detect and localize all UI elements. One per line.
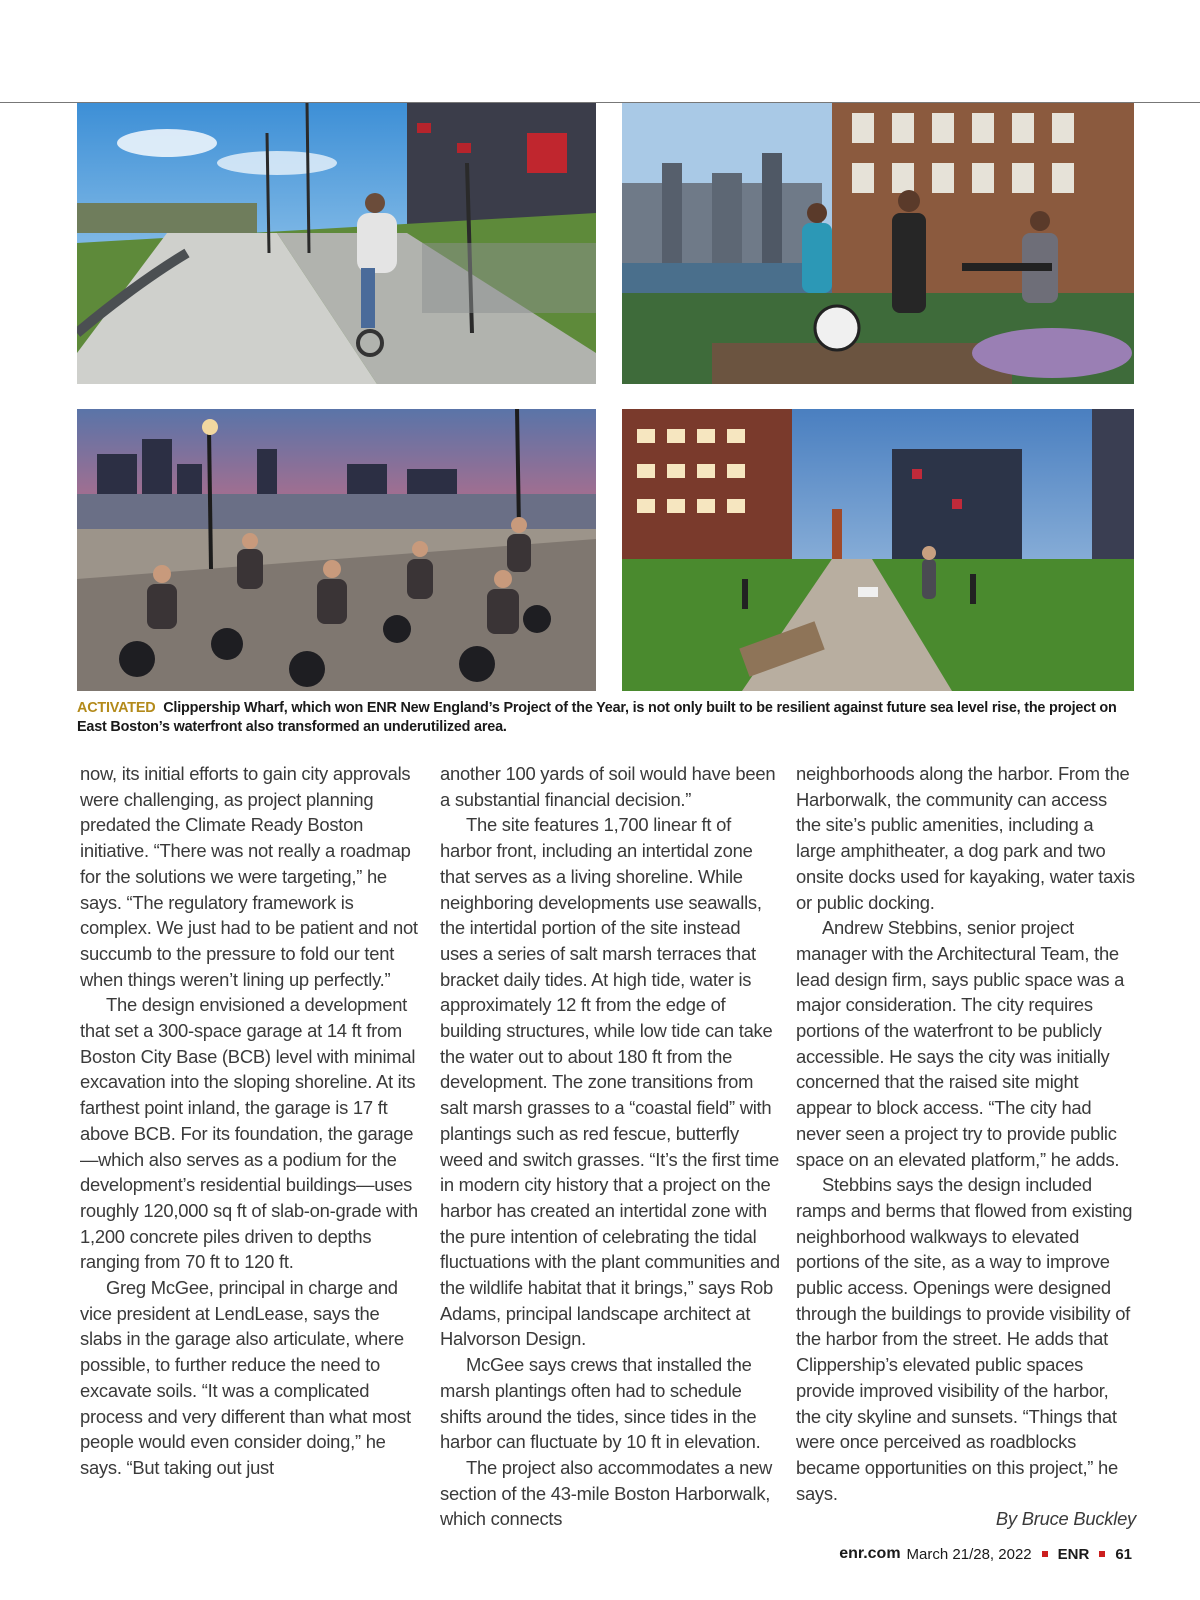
paragraph: another 100 yards of soil would have been a substantial financial decision.” (440, 763, 776, 810)
article-column-1 (80, 761, 420, 1481)
page-footer (839, 1545, 1132, 1563)
paragraph: The site features 1,700 linear ft of harbor front, including an intertidal zone that serves as a living shoreline. While neighboring developments use seawalls, the intertidal portion of the site instead uses a series of salt marsh terraces that bracket daily tides. At high tide, water is approximately 12 ft from the edge of building structures, while low tide can take the water out to about 180 ft from the development. The zone transitions from salt marsh grasses to a “coastal field” with plantings such as red fescue, butterfly weed and switch grasses. “It’s the first time in modern city history that a project on the harbor has created an intertidal zone with the pure intention of celebrating the tidal fluctuations with the plant communities and the wildlife habitat that it brings,” says Rob Adams, principal landscape architect at Halvorson Design. (440, 814, 780, 1350)
article-column-2 (440, 761, 780, 1532)
byline: By Bruce Buckley (995, 1508, 1136, 1530)
paragraph: Andrew Stebbins, senior project manager with the Architectural Team, the lead design firm, says public space was a major consideration. The city requires portions of the waterfront to be publicly accessible. He says the city was initially concerned that the raised site might appear to block access. “The city had never seen a project try to provide public space on an elevated platform,” he adds. (796, 917, 1125, 1170)
caption-kicker: ACTIVATED (77, 700, 156, 716)
separator-square-icon (1042, 1551, 1048, 1557)
caption-text: Clippership Wharf, which won ENR New England’s Project of the Year, is not only built to be resilient against future sea level rise, the project on East Boston’s waterfront also transformed an underutilized area. (77, 700, 1117, 735)
photo-courtyard-dusk (622, 409, 1134, 691)
footer-date: March 21/28, 2022 (906, 1545, 1032, 1563)
photo-band-performance (622, 103, 1134, 384)
article-column-3 (796, 761, 1136, 1532)
paragraph: Greg McGee, principal in charge and vice president at LendLease, says the slabs in the garage also articulate, where possible, to further reduce the need to excavate soils. “It was a complicated process and very different than what most people would even consider doing,” he says. “But taking out just (80, 1277, 411, 1478)
footer-site[interactable]: enr.com (839, 1545, 901, 1562)
paragraph: McGee says crews that installed the marsh plantings often had to schedule shifts around the tides, since tides in the harbor can fluctuate by 10 ft in elevation. (440, 1354, 761, 1453)
photo-caption (77, 699, 1137, 737)
paragraph: neighborhoods along the harbor. From the Harborwalk, the community can access the site’s public amenities, including a large amphitheater, a dog park and two onsite docks used for kayaking, water taxis or public docking. (796, 763, 1135, 913)
paragraph: The design envisioned a development that set a 300-space garage at 14 ft from Boston City Base (BCB) level with minimal excavation into the sloping shoreline. At its farthest point inland, the garage is 17 ft above BCB. For its foundation, the garage—which also serves as a podium for the development’s residential buildings—uses roughly 120,000 sq ft of slab-on-grade with 1,200 concrete piles driven to depths ranging from 70 ft to 120 ft. (80, 994, 418, 1273)
photo-spin-class-sunset (77, 409, 596, 691)
paragraph: now, its initial efforts to gain city approvals were challenging, as project planning predated the Climate Ready Boston initiative. “There was not really a roadmap for the solutions we were targeting,” he says. “The regulatory framework is complex. We just had to be patient and not succumb to the pressure to fold our tent when things weren’t lining up perfectly.” (80, 763, 418, 990)
footer-brand: ENR (1057, 1545, 1090, 1563)
page-number: 61 (1115, 1545, 1132, 1563)
paragraph: The project also accommodates a new section of the 43-mile Boston Harborwalk, which connects (440, 1456, 773, 1530)
separator-square-icon (1099, 1551, 1105, 1557)
photo-cyclist-boardwalk (77, 103, 596, 384)
paragraph: Stebbins says the design included ramps and berms that flowed from existing neighborhood walkways to elevated portions of the site, as a way to improve public access. Openings were designed through the buildings to provide visibility of the harbor from the street. He adds that Clippership’s elevated public spaces provide improved visibility of the harbor, the city skyline and sunsets. “Things that were once perceived as roadblocks became opportunities on this project,” he says. (796, 1174, 1133, 1504)
